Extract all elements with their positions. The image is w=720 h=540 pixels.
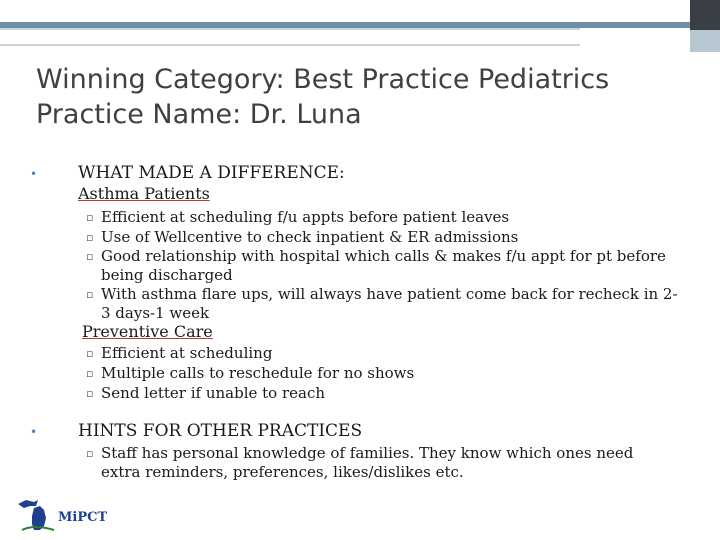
list-item: ▫ Good relationship with hospital which calls & makes f/u appt for pt before being discharged [86,247,666,284]
bullet-dot-icon: • [30,425,38,439]
list-item: ▫ Send letter if unable to reach [86,384,326,402]
square-bullet-icon: ▫ [86,347,94,360]
square-bullet-icon: ▫ [86,288,94,301]
square-bullet-icon: ▫ [86,387,94,400]
list-item: ▫ Efficient at scheduling f/u appts before patient leaves [86,208,510,226]
bullet-dot-icon: • [30,167,38,181]
title-line-1: Winning Category: Best Practice Pediatrics [36,64,610,95]
list-item: ▫ With asthma flare ups, will always have patient come back for recheck in 2-3 days-1 week [86,285,678,322]
square-bullet-icon: ▫ [86,250,94,263]
logo-text: MiPCT [58,510,108,525]
title-line-2: Practice Name: Dr. Luna [36,99,362,130]
square-bullet-icon: ▫ [86,367,94,380]
list-item: ▫ Staff has personal knowledge of families. They know which ones need extra reminders, preferences, likes/dislikes etc. [86,444,634,481]
list-item: ▫ Efficient at scheduling [86,344,273,362]
square-bullet-icon: ▫ [86,231,94,244]
mipct-logo [14,494,124,534]
michigan-map-icon [14,494,58,534]
difference-heading: WHAT MADE A DIFFERENCE: [78,163,345,183]
asthma-heading: Asthma Patients [78,184,210,203]
preventive-heading: Preventive Care [82,322,213,341]
list-item: ▫ Use of Wellcentive to check inpatient & ER admissions [86,228,519,246]
hints-heading: HINTS FOR OTHER PRACTICES [78,421,363,441]
square-bullet-icon: ▫ [86,447,94,460]
square-bullet-icon: ▫ [86,211,94,224]
list-item: ▫ Multiple calls to reschedule for no shows [86,364,415,382]
